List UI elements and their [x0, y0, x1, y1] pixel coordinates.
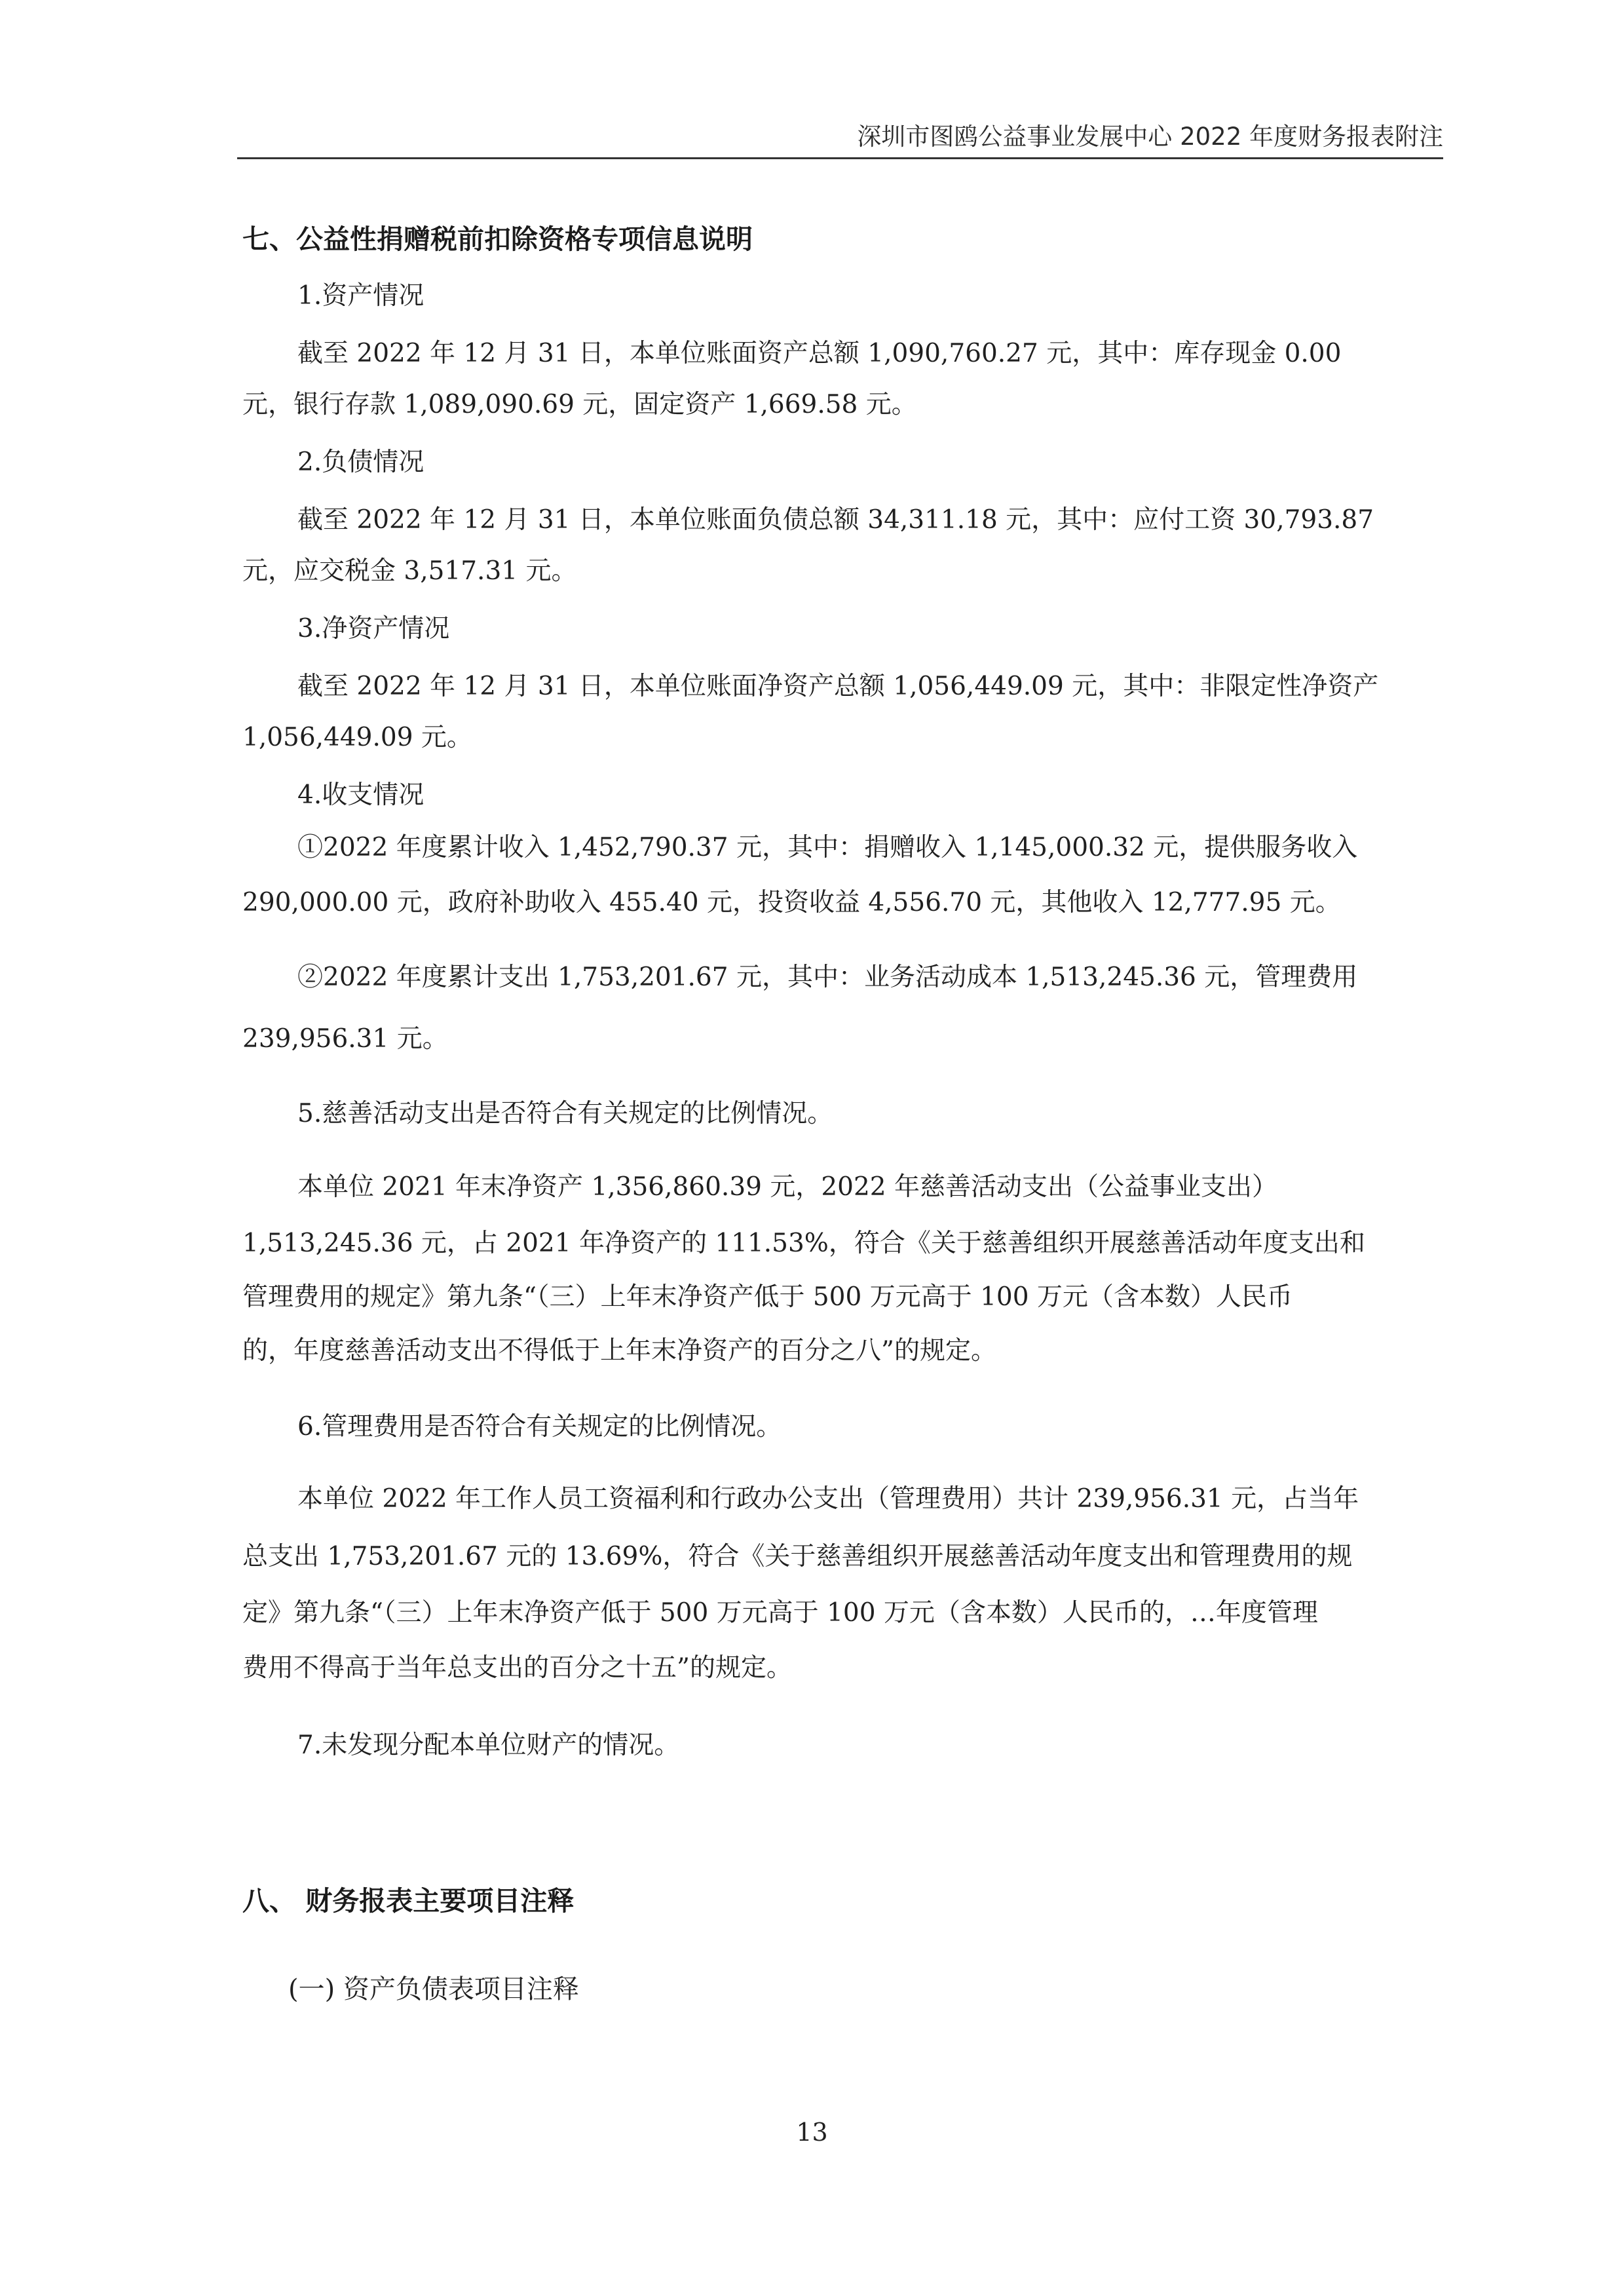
section-7-title: 七、公益性捐赠税前扣除资格专项信息说明: [242, 223, 753, 255]
no-distribution-note: 7.未发现分配本单位财产的情况。: [297, 1731, 680, 1760]
income-line-1: ①2022 年度累计收入 1,452,790.37 元，其中：捐赠收入 1,145,000.32 元，提供服务收入: [297, 833, 1358, 862]
income-line-2: 290,000.00 元，政府补助收入 455.40 元，投资收益 4,556.70 元，其他收入 12,777.95 元。: [242, 888, 1341, 917]
liabilities-line-2: 元，应交税金 3,517.31 元。: [242, 556, 577, 586]
admin-ratio-line-4: 费用不得高于当年总支出的百分之十五”的规定。: [242, 1653, 792, 1683]
charity-ratio-line-3: 管理费用的规定》第九条“（三）上年末净资产低于 500 万元高于 100 万元（含本数）人民币: [242, 1282, 1293, 1312]
page-number: 13: [796, 2118, 828, 2147]
net-assets-line-1: 截至 2022 年 12 月 31 日，本单位账面净资产总额 1,056,449.09 元，其中：非限定性净资产: [297, 672, 1379, 701]
header-title: 深圳市图鸥公益事业发展中心 2022 年度财务报表附注: [857, 123, 1443, 151]
charity-ratio-line-1: 本单位 2021 年末净资产 1,356,860.39 元，2022 年慈善活动支出（公益事业支出）: [297, 1172, 1277, 1202]
charity-ratio-heading: 5.慈善活动支出是否符合有关规定的比例情况。: [297, 1099, 833, 1128]
assets-line-2: 元，银行存款 1,089,090.69 元，固定资产 1,669.58 元。: [242, 390, 917, 419]
net-assets-line-2: 1,056,449.09 元。: [242, 723, 472, 752]
income-expense-heading: 4.收支情况: [297, 780, 425, 810]
net-assets-heading: 3.净资产情况: [297, 614, 450, 643]
admin-ratio-line-3: 定》第九条“（三）上年末净资产低于 500 万元高于 100 万元（含本数）人民币的，…年度管理: [242, 1598, 1318, 1628]
header-rule: [237, 157, 1443, 159]
admin-ratio-line-1: 本单位 2022 年工作人员工资福利和行政办公支出（管理费用）共计 239,956.31 元，占当年: [297, 1484, 1359, 1514]
liabilities-line-1: 截至 2022 年 12 月 31 日，本单位账面负债总额 34,311.18 元，其中：应付工资 30,793.87: [297, 505, 1374, 535]
charity-ratio-line-2: 1,513,245.36 元，占 2021 年净资产的 111.53%，符合《关于慈善组织开展慈善活动年度支出和: [242, 1229, 1365, 1258]
assets-line-1: 截至 2022 年 12 月 31 日，本单位账面资产总额 1,090,760.27 元，其中：库存现金 0.00: [297, 339, 1342, 368]
expense-line-1: ②2022 年度累计支出 1,753,201.67 元，其中：业务活动成本 1,513,245.36 元，管理费用: [297, 963, 1358, 992]
liabilities-heading: 2.负债情况: [297, 448, 425, 477]
charity-ratio-line-4: 的，年度慈善活动支出不得低于上年末净资产的百分之八”的规定。: [242, 1336, 996, 1366]
section-8-title: 八、 财务报表主要项目注释: [242, 1885, 575, 1917]
admin-ratio-heading: 6.管理费用是否符合有关规定的比例情况。: [297, 1412, 782, 1442]
admin-ratio-line-2: 总支出 1,753,201.67 元的 13.69%，符合《关于慈善组织开展慈善活动年度支出和管理费用的规: [242, 1542, 1353, 1571]
expense-line-2: 239,956.31 元。: [242, 1024, 448, 1054]
section-8-subsection-1: (一) 资产负债表项目注释: [288, 1974, 579, 2004]
assets-heading: 1.资产情况: [297, 281, 425, 311]
